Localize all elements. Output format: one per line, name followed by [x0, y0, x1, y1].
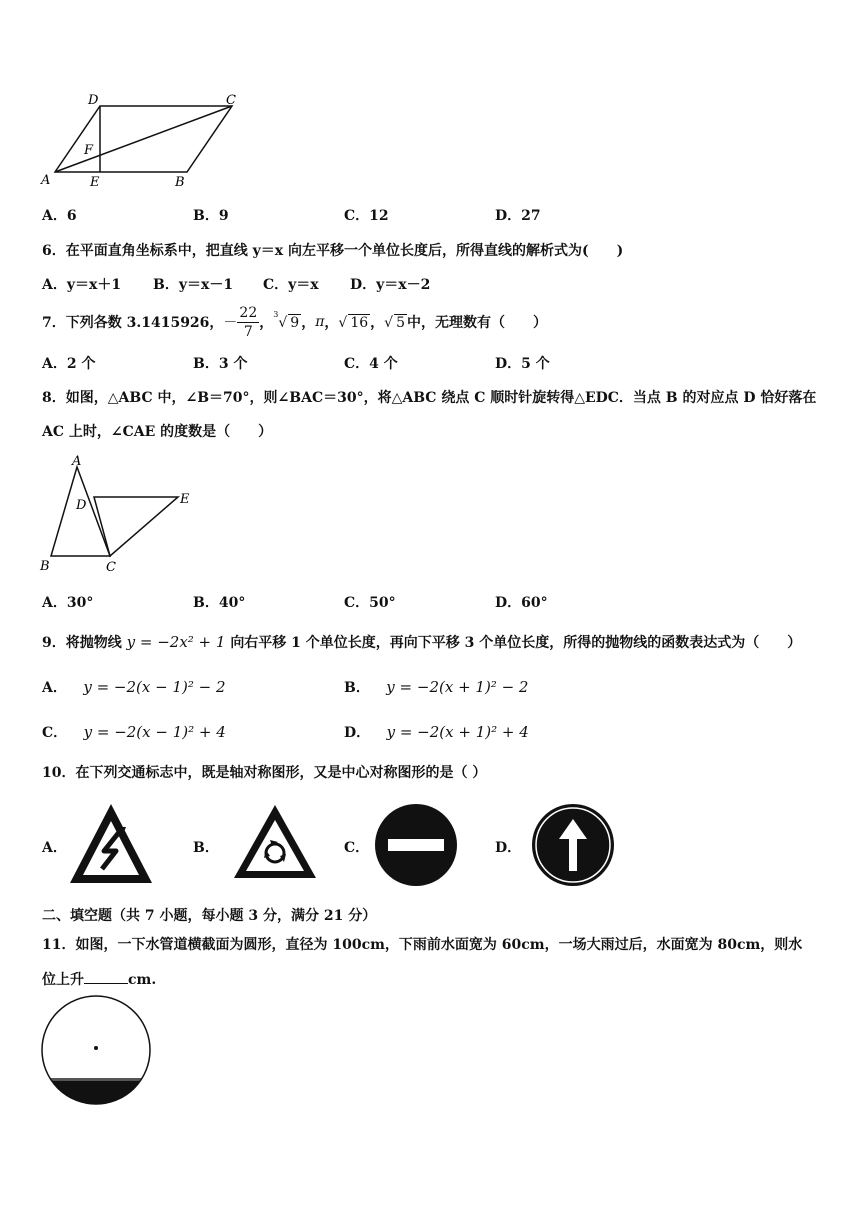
q8-question-line1: 8．如图，△ABC 中，∠B＝70°，则∠BAC＝30°，将△ABC 绕点 C 顺时针旋转得△EDC．当点 B 的对应点 D 恰好落在: [42, 390, 817, 406]
q9-prefix: 9．将抛物线: [42, 635, 122, 651]
q8-question-line2: AC 上时，∠CAE 的度数是（ ）: [42, 424, 273, 440]
q7-option-b: B．3 个: [193, 356, 248, 372]
q5-label-f: F: [84, 143, 94, 158]
q11-answer-blank[interactable]: [84, 969, 128, 984]
q6-option-c: C．y＝x: [263, 277, 319, 293]
q7-sep: ，: [324, 315, 339, 331]
q9-option-c: [42, 722, 226, 742]
q7-suffix: 中，无理数有（ ）: [406, 315, 547, 331]
q9-option-a-expr: y = −2(x − 1)² − 2: [83, 678, 226, 696]
q8-label-c: C: [106, 560, 116, 575]
q8-label-b: B: [40, 559, 50, 574]
q7-frac-num: 22: [239, 304, 258, 321]
q7-frac-den: 7: [243, 323, 253, 340]
q10-option-d-label: D．: [495, 840, 522, 856]
q8-label-e: E: [180, 492, 190, 507]
q7-sqrt2-val: 5: [396, 314, 405, 331]
q10-option-a-label: A．: [42, 840, 67, 856]
q5-parallelogram-figure: [38, 90, 253, 190]
q11-pipe-cross-section-figure: [39, 993, 153, 1107]
q7-prefix: 7．下列各数 3.1415926，: [42, 315, 224, 331]
q8-option-c: C．50°: [344, 595, 396, 611]
q6-question: 6．在平面直角坐标系中，把直线 y＝x 向左平移一个单位长度后，所得直线的解析式为( ): [42, 243, 624, 259]
q7-option-a: A．2 个: [42, 356, 96, 372]
q10-sign-d-straight-arrow-icon: [531, 803, 615, 887]
q9-option-d-label: D．: [344, 725, 371, 741]
q9-option-c-expr: y = −2(x − 1)² + 4: [83, 723, 226, 741]
q9-option-d-expr: y = −2(x + 1)² + 4: [386, 723, 529, 741]
q7-question: [42, 300, 547, 344]
q7-fraction: [237, 304, 259, 341]
q9-option-a-label: A．: [42, 680, 67, 696]
q5-label-a: A: [41, 173, 51, 188]
q6-option-d: D．y＝x－2: [350, 277, 431, 293]
q9-option-d: [344, 722, 529, 742]
q11-question-line1: 11．如图，一下水管道横截面为圆形，直径为 100cm，下雨前水面宽为 60cm，一场大雨过后，水面宽为 80cm，则水: [42, 937, 803, 953]
q7-option-c: C．4 个: [344, 356, 398, 372]
q6-option-a: A．y＝x＋1: [42, 277, 122, 293]
q5-option-c: C．12: [344, 208, 389, 224]
q8-label-d: D: [76, 498, 87, 513]
q8-triangle-figure: [38, 453, 198, 578]
q7-frac-sign: －: [223, 315, 238, 331]
q7-sep: ，: [259, 315, 274, 331]
q7-cbrt-val: 9: [290, 314, 300, 331]
q10-sign-a-double-bend-icon: [66, 801, 156, 887]
q9-suffix: 向右平移 1 个单位长度，再向下平移 3 个单位长度，所得的抛物线的函数表达式为（ ）: [230, 635, 802, 651]
q7-cbrt: $^3$√ 9: [273, 309, 300, 331]
q11-prefix: 位上升: [42, 972, 84, 988]
q10-sign-b-roundabout-icon: [230, 802, 320, 882]
q5-option-a: A．6: [42, 208, 77, 224]
q7-sep: ，: [301, 315, 316, 331]
q8-option-b: B．40°: [193, 595, 246, 611]
q8-label-a: A: [72, 454, 82, 469]
q7-sqrt1-val: 16: [350, 314, 369, 331]
q9-expr: y = −2x² + 1: [126, 633, 226, 651]
q7-sqrt2: √ 5: [384, 314, 405, 331]
q11-suffix: cm.: [128, 972, 157, 988]
section2-title: 二、填空题（共 7 小题，每小题 3 分，满分 21 分）: [42, 908, 377, 924]
q10-option-c-label: C．: [344, 840, 370, 856]
q5-label-d: D: [88, 93, 99, 108]
q7-pi: π: [315, 314, 325, 330]
q8-option-d: D．60°: [495, 595, 548, 611]
q9-option-c-label: C．: [42, 725, 68, 741]
q5-label-e: E: [90, 175, 100, 190]
q7-option-d: D．5 个: [495, 356, 550, 372]
q10-option-b-label: B．: [193, 840, 219, 856]
q5-label-b: B: [175, 175, 185, 190]
q9-option-b: [344, 677, 528, 697]
q7-sqrt1: √ 16: [338, 314, 369, 331]
q7-sep: ，: [370, 315, 385, 331]
q9-option-a: [42, 677, 226, 697]
q5-option-d: D．27: [495, 208, 541, 224]
q10-sign-c-no-entry-icon: [374, 803, 458, 887]
q7-cbrt-index: 3: [273, 309, 279, 319]
q9-option-b-label: B．: [344, 680, 370, 696]
q5-option-b: B．9: [193, 208, 229, 224]
q10-question: 10．在下列交通标志中，既是轴对称图形，又是中心对称图形的是（ ）: [42, 765, 487, 781]
q8-option-a: A．30°: [42, 595, 94, 611]
q9-question: [42, 632, 801, 652]
q5-label-c: C: [226, 93, 236, 108]
q9-option-b-expr: y = −2(x + 1)² − 2: [386, 678, 529, 696]
q11-question-line2: [42, 969, 156, 989]
q6-option-b: B．y＝x－1: [153, 277, 234, 293]
